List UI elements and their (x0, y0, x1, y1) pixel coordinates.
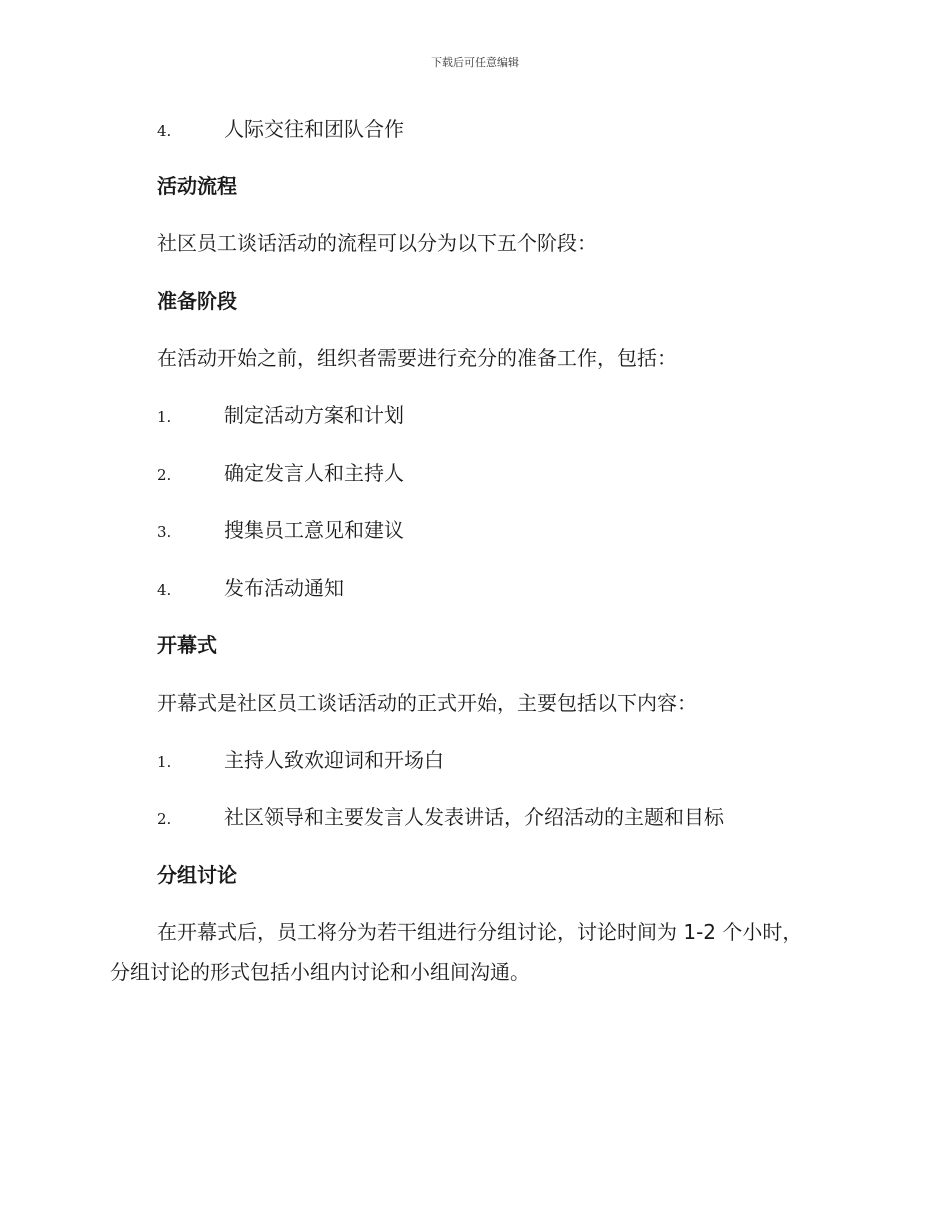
list-item (157, 803, 724, 833)
list-item-number: 1. (157, 408, 172, 426)
list-item-text: 搜集员工意见和建议 (224, 518, 404, 542)
list-item (157, 746, 444, 776)
list-item-text: 社区领导和主要发言人发表讲话，介绍活动的主题和目标 (224, 805, 724, 829)
paragraph-opening: 开幕式是社区员工谈话活动的正式开始，主要包括以下内容： (157, 691, 697, 715)
section-heading-group: 分组讨论 (157, 863, 237, 887)
section-heading-opening: 开幕式 (157, 633, 217, 657)
list-item-number: 4. (157, 122, 172, 140)
list-item-text: 发布活动通知 (224, 576, 344, 600)
list-item (157, 115, 404, 145)
list-item-text: 确定发言人和主持人 (224, 461, 404, 485)
list-item-number: 1. (157, 753, 172, 771)
list-item-number: 4. (157, 581, 172, 599)
paragraph-group: 在开幕式后，员工将分为若干组进行分组讨论，讨论时间为 1-2 个小时，分组讨论的形式包括小组内讨论和小组间沟通。 (110, 920, 803, 984)
list-item-number: 3. (157, 523, 172, 541)
list-item-text: 人际交往和团队合作 (224, 117, 404, 141)
section-heading-prepare: 准备阶段 (157, 289, 237, 313)
paragraph-prepare: 在活动开始之前，组织者需要进行充分的准备工作，包括： (157, 346, 677, 370)
page-header: 下载后可任意编辑 (431, 56, 519, 69)
list-item (157, 574, 344, 604)
list-item-number: 2. (157, 810, 172, 828)
paragraph-flow: 社区员工谈话活动的流程可以分为以下五个阶段： (157, 231, 597, 255)
list-item-number: 2. (157, 466, 172, 484)
list-item (157, 401, 404, 431)
list-item-text: 主持人致欢迎词和开场白 (224, 748, 444, 772)
list-item (157, 516, 404, 546)
list-item (157, 459, 404, 489)
list-item-text: 制定活动方案和计划 (224, 403, 404, 427)
section-heading-flow: 活动流程 (157, 174, 237, 198)
